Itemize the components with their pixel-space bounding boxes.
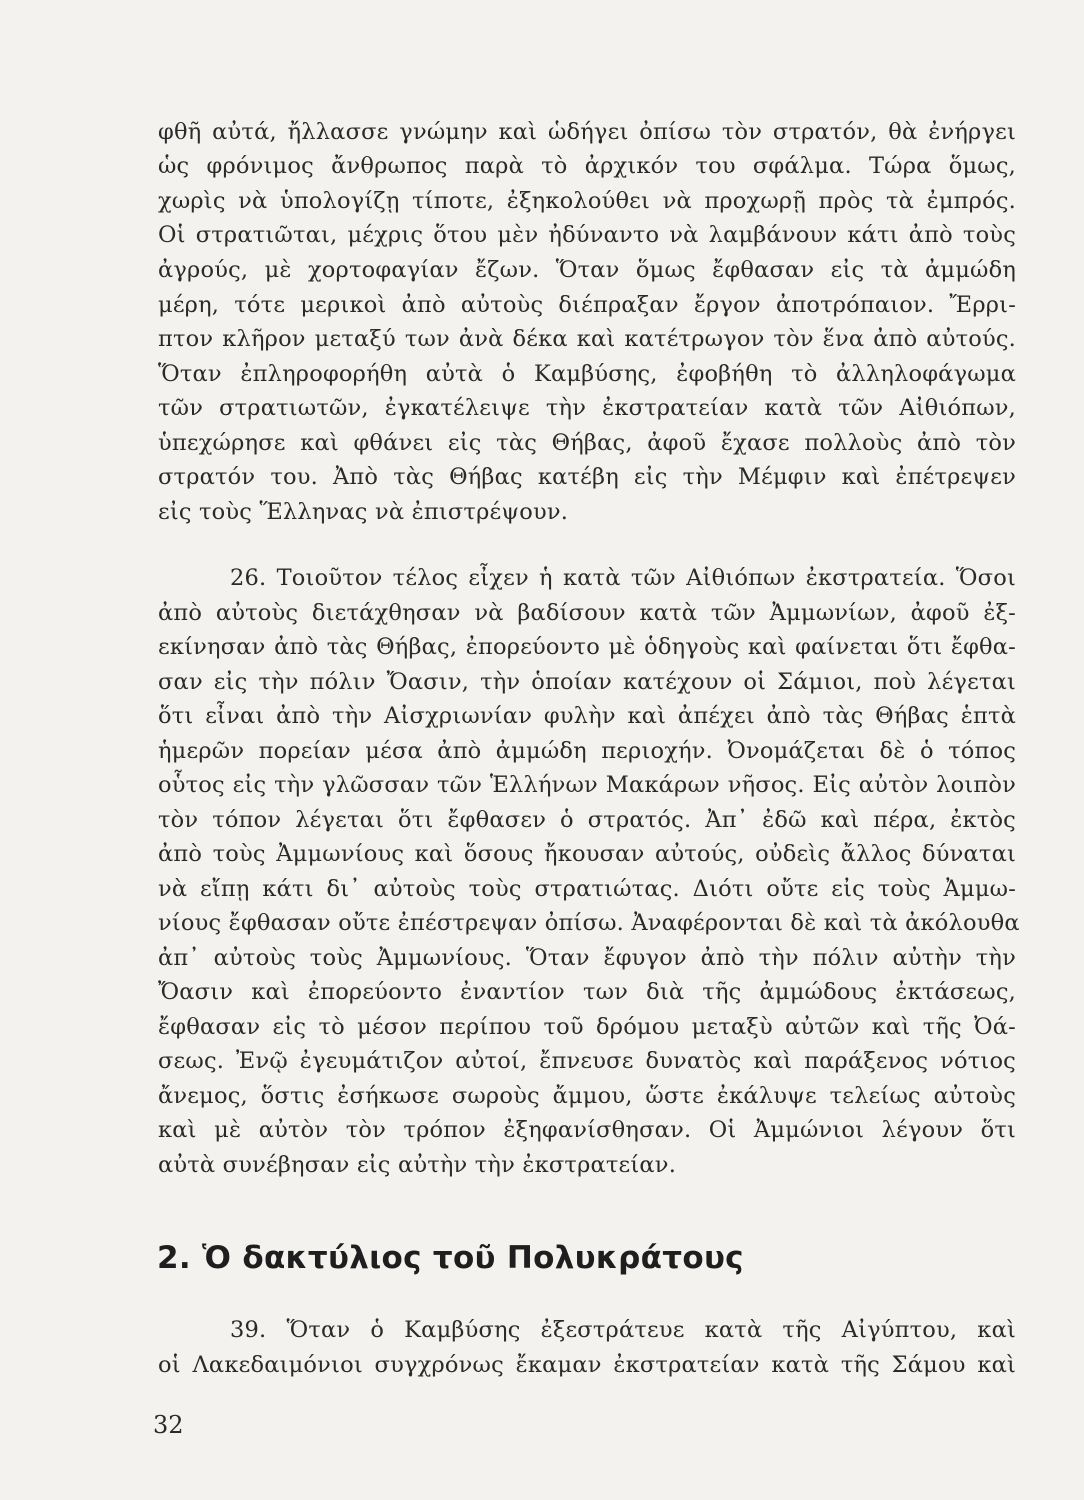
text-line: ἀπὸ αὐτοὺς διετάχθησαν νὰ βαδίσουν κατὰ τῶν Ἀμμωνίων, ἀφοῦ ἐξ- — [158, 600, 1016, 626]
text-line: ἄνεμος, ὅστις ἐσήκωσε σωροὺς ἄμμου, ὥστε ἐκάλυψε τελείως αὐτοὺς — [158, 1083, 1016, 1109]
text-line: εκίνησαν ἀπὸ τὰς Θήβας, ἐπορεύοντο μὲ ὁδηγοὺς καὶ φαίνεται ὅτι ἔφθα- — [158, 634, 1016, 660]
page-number: 32 — [153, 1411, 184, 1439]
text-line: τῶν στρατιωτῶν, ἐγκατέλειψε τὴν ἐκστρατείαν κατὰ τῶν Αἰθιόπων, — [158, 395, 1016, 421]
text-line: ὅτι εἶναι ἀπὸ τὴν Αἰσχριωνίαν φυλὴν καὶ ἀπέχει ἀπὸ τὰς Θήβας ἑπτὰ — [158, 703, 1016, 729]
text-line: οὗτος εἰς τὴν γλῶσσαν τῶν Ἑλλήνων Μακάρων νῆσος. Εἰς αὐτὸν λοιπὸν — [158, 772, 1016, 798]
text-line: ἡμερῶν πορείαν μέσα ἀπὸ ἀμμώδη περιοχήν. Ὀνομάζεται δὲ ὁ τόπος — [158, 738, 1016, 764]
text-line: πτον κλῆρον μεταξύ των ἀνὰ δέκα καὶ κατέτρωγον τὸν ἕνα ἀπὸ αὐτούς. — [158, 326, 1016, 352]
text-line: οἱ Λακεδαιμόνιοι συγχρόνως ἔκαμαν ἐκστρατείαν κατὰ τῆς Σάμου καὶ — [158, 1352, 1016, 1378]
text-line: ἔφθασαν εἰς τὸ μέσον περίπου τοῦ δρόμου μεταξὺ αὐτῶν καὶ τῆς Ὀά- — [158, 1014, 1016, 1040]
text-line: καὶ μὲ αὐτὸν τὸν τρόπον ἐξηφανίσθησαν. Οἱ Ἀμμώνιοι λέγουν ὅτι — [158, 1117, 1016, 1143]
text-line: ἀγρούς, μὲ χορτοφαγίαν ἔζων. Ὅταν ὅμως ἔφθασαν εἰς τὰ ἀμμώδη — [158, 257, 1016, 283]
text-line: Οἱ στρατιῶται, μέχρις ὅτου μὲν ἠδύναντο νὰ λαμβάνουν κάτι ἀπὸ τοὺς — [158, 222, 1016, 248]
paragraph-26-start: 26. Τοιοῦτον τέλος εἶχεν ἡ κατὰ τῶν Αἰθιόπων ἐκστρατεία. Ὅσοι — [230, 565, 1016, 591]
text-line: ἀπὸ τοὺς Ἀμμωνίους καὶ ὅσους ἤκουσαν αὐτούς, οὐδεὶς ἄλλος δύναται — [158, 841, 1016, 867]
text-line: χωρὶς νὰ ὑπολογίζῃ τίποτε, ἐξηκολούθει νὰ προχωρῇ πρὸς τὰ ἐμπρός. — [158, 188, 1016, 214]
text-line: σαν εἰς τὴν πόλιν Ὄασιν, τὴν ὁποίαν κατέχουν οἱ Σάμιοι, ποὺ λέγεται — [158, 669, 1016, 695]
text-line: μέρη, τότε μερικοὶ ἀπὸ αὐτοὺς διέπραξαν ἔργον ἀποτρόπαιον. Ἔρρι- — [158, 292, 1016, 318]
text-line: στρατόν του. Ἀπὸ τὰς Θήβας κατέβη εἰς τὴν Μέμφιν καὶ ἐπέτρεψεν — [158, 464, 1016, 490]
text-line: νὰ εἴπῃ κάτι δι᾿ αὐτοὺς τοὺς στρατιώτας. Διότι οὔτε εἰς τοὺς Ἀμμω- — [158, 876, 1016, 902]
section-heading: 2. Ὁ δακτύλιος τοῦ Πολυκράτους — [157, 1240, 744, 1276]
text-line: ὑπεχώρησε καὶ φθάνει εἰς τὰς Θήβας, ἀφοῦ ἔχασε πολλοὺς ἀπὸ τὸν — [158, 430, 1016, 456]
text-line: εἰς τοὺς Ἕλληνας νὰ ἐπιστρέψουν. — [158, 499, 569, 525]
text-line: ἀπ᾿ αὐτοὺς τοὺς Ἀμμωνίους. Ὅταν ἔφυγον ἀπὸ τὴν πόλιν αὐτὴν τὴν — [158, 945, 1016, 971]
text-line: νίους ἔφθασαν οὔτε ἐπέστρεψαν ὀπίσω. Ἀναφέρονται δὲ καὶ τὰ ἀκόλουθα — [158, 910, 1020, 936]
text-line: Ὅταν ἐπληροφορήθη αὐτὰ ὁ Καμβύσης, ἐφοβήθη τὸ ἀλληλοφάγωμα — [158, 361, 1016, 387]
text-line: αὐτὰ συνέβησαν εἰς αὐτὴν τὴν ἐκστρατείαν. — [158, 1152, 677, 1178]
text-line: σεως. Ἐνῷ ἐγευμάτιζον αὐτοί, ἔπνευσε δυνατὸς καὶ παράξενος νότιος — [158, 1048, 1016, 1074]
text-line: ὡς φρόνιμος ἄνθρωπος παρὰ τὸ ἀρχικόν του σφάλμα. Τώρα ὅμως, — [158, 153, 1016, 179]
text-line: τὸν τόπον λέγεται ὅτι ἔφθασεν ὁ στρατός. Ἀπ᾿ ἐδῶ καὶ πέρα, ἐκτὸς — [158, 807, 1016, 833]
paragraph-39-start: 39. Ὅταν ὁ Καμβύσης ἐξεστράτευε κατὰ τῆς Αἰγύπτου, καὶ — [230, 1317, 1016, 1343]
text-line: φθῆ αὐτά, ἤλλασσε γνώμην καὶ ὡδήγει ὀπίσω τὸν στρατόν, θὰ ἐνήργει — [158, 119, 1016, 145]
text-line: Ὄασιν καὶ ἐπορεύοντο ἐναντίον των διὰ τῆς ἀμμώδους ἐκτάσεως, — [158, 979, 1016, 1005]
